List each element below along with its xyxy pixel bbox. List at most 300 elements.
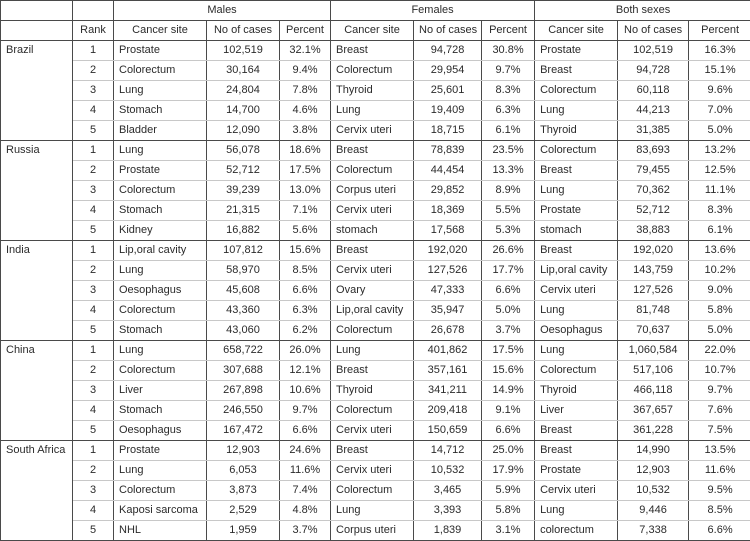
females-cases-cell: 10,532 bbox=[414, 461, 482, 481]
males-site-cell: Colorectum bbox=[114, 301, 207, 321]
country-cell: Brazil bbox=[1, 41, 73, 61]
females-site-cell: Thyroid bbox=[331, 381, 414, 401]
males-percent-cell: 6.6% bbox=[280, 281, 331, 301]
males-cases-cell: 30,164 bbox=[207, 61, 280, 81]
country-cell bbox=[1, 221, 73, 241]
males-percent-cell: 3.7% bbox=[280, 521, 331, 541]
both-cases-cell: 60,118 bbox=[618, 81, 689, 101]
rank-cell: 2 bbox=[73, 261, 114, 281]
both-cases-cell: 31,385 bbox=[618, 121, 689, 141]
country-cell bbox=[1, 101, 73, 121]
females-percent-cell: 6.1% bbox=[482, 121, 535, 141]
both-percent-cell: 7.5% bbox=[689, 421, 750, 441]
males-percent-cell: 26.0% bbox=[280, 341, 331, 361]
females-percent-cell: 15.6% bbox=[482, 361, 535, 381]
females-percent-cell: 9.1% bbox=[482, 401, 535, 421]
table-row bbox=[1, 301, 750, 321]
males-site-cell: Stomach bbox=[114, 321, 207, 341]
females-site-cell: stomach bbox=[331, 221, 414, 241]
rank-cell: 2 bbox=[73, 361, 114, 381]
header-females-site: Cancer site bbox=[331, 21, 414, 41]
males-site-cell: Lung bbox=[114, 141, 207, 161]
males-percent-cell: 7.1% bbox=[280, 201, 331, 221]
females-percent-cell: 5.8% bbox=[482, 501, 535, 521]
females-cases-cell: 357,161 bbox=[414, 361, 482, 381]
both-percent-cell: 8.3% bbox=[689, 201, 750, 221]
both-site-cell: Lung bbox=[535, 181, 618, 201]
females-site-cell: Lung bbox=[331, 341, 414, 361]
both-cases-cell: 12,903 bbox=[618, 461, 689, 481]
males-site-cell: Kaposi sarcoma bbox=[114, 501, 207, 521]
females-percent-cell: 9.7% bbox=[482, 61, 535, 81]
females-percent-cell: 5.3% bbox=[482, 221, 535, 241]
both-cases-cell: 361,228 bbox=[618, 421, 689, 441]
males-cases-cell: 24,804 bbox=[207, 81, 280, 101]
rank-cell: 5 bbox=[73, 321, 114, 341]
females-site-cell: Colorectum bbox=[331, 61, 414, 81]
country-cell bbox=[1, 61, 73, 81]
both-cases-cell: 466,118 bbox=[618, 381, 689, 401]
both-cases-cell: 70,362 bbox=[618, 181, 689, 201]
males-site-cell: Lung bbox=[114, 81, 207, 101]
rank-cell: 4 bbox=[73, 101, 114, 121]
females-site-cell: Lip,oral cavity bbox=[331, 301, 414, 321]
females-site-cell: Cervix uteri bbox=[331, 121, 414, 141]
both-cases-cell: 81,748 bbox=[618, 301, 689, 321]
both-site-cell: Breast bbox=[535, 61, 618, 81]
country-cell bbox=[1, 501, 73, 521]
both-site-cell: colorectum bbox=[535, 521, 618, 541]
females-cases-cell: 150,659 bbox=[414, 421, 482, 441]
females-site-cell: Corpus uteri bbox=[331, 181, 414, 201]
males-cases-cell: 16,882 bbox=[207, 221, 280, 241]
both-cases-cell: 367,657 bbox=[618, 401, 689, 421]
males-percent-cell: 17.5% bbox=[280, 161, 331, 181]
females-cases-cell: 26,678 bbox=[414, 321, 482, 341]
females-site-cell: Ovary bbox=[331, 281, 414, 301]
header-empty-country bbox=[1, 1, 73, 21]
both-percent-cell: 12.5% bbox=[689, 161, 750, 181]
country-cell bbox=[1, 121, 73, 141]
females-percent-cell: 25.0% bbox=[482, 441, 535, 461]
header-both-percent: Percent bbox=[689, 21, 750, 41]
males-site-cell: Lung bbox=[114, 261, 207, 281]
males-site-cell: Stomach bbox=[114, 401, 207, 421]
males-cases-cell: 52,712 bbox=[207, 161, 280, 181]
males-site-cell: Colorectum bbox=[114, 481, 207, 501]
males-site-cell: NHL bbox=[114, 521, 207, 541]
rank-cell: 3 bbox=[73, 81, 114, 101]
country-cell bbox=[1, 401, 73, 421]
males-cases-cell: 107,812 bbox=[207, 241, 280, 261]
country-cell bbox=[1, 381, 73, 401]
both-site-cell: Thyroid bbox=[535, 121, 618, 141]
both-percent-cell: 5.8% bbox=[689, 301, 750, 321]
females-site-cell: Colorectum bbox=[331, 401, 414, 421]
females-percent-cell: 5.9% bbox=[482, 481, 535, 501]
females-percent-cell: 17.9% bbox=[482, 461, 535, 481]
rank-cell: 4 bbox=[73, 401, 114, 421]
table-row bbox=[1, 221, 750, 241]
males-cases-cell: 1,959 bbox=[207, 521, 280, 541]
header-females-percent: Percent bbox=[482, 21, 535, 41]
both-cases-cell: 14,990 bbox=[618, 441, 689, 461]
table-row bbox=[1, 261, 750, 281]
header-rank: Rank bbox=[73, 21, 114, 41]
males-percent-cell: 9.7% bbox=[280, 401, 331, 421]
females-site-cell: Cervix uteri bbox=[331, 461, 414, 481]
country-cell bbox=[1, 281, 73, 301]
both-site-cell: Lung bbox=[535, 501, 618, 521]
table-row bbox=[1, 41, 750, 61]
country-cell: Russia bbox=[1, 141, 73, 161]
males-percent-cell: 32.1% bbox=[280, 41, 331, 61]
males-percent-cell: 13.0% bbox=[280, 181, 331, 201]
females-cases-cell: 209,418 bbox=[414, 401, 482, 421]
both-percent-cell: 22.0% bbox=[689, 341, 750, 361]
females-percent-cell: 23.5% bbox=[482, 141, 535, 161]
males-percent-cell: 4.6% bbox=[280, 101, 331, 121]
both-percent-cell: 7.0% bbox=[689, 101, 750, 121]
males-percent-cell: 6.2% bbox=[280, 321, 331, 341]
males-site-cell: Oesophagus bbox=[114, 421, 207, 441]
females-percent-cell: 3.1% bbox=[482, 521, 535, 541]
females-cases-cell: 127,526 bbox=[414, 261, 482, 281]
table-row bbox=[1, 281, 750, 301]
females-percent-cell: 13.3% bbox=[482, 161, 535, 181]
females-cases-cell: 35,947 bbox=[414, 301, 482, 321]
females-site-cell: Cervix uteri bbox=[331, 421, 414, 441]
males-site-cell: Lip,oral cavity bbox=[114, 241, 207, 261]
females-percent-cell: 6.6% bbox=[482, 421, 535, 441]
both-percent-cell: 16.3% bbox=[689, 41, 750, 61]
both-site-cell: stomach bbox=[535, 221, 618, 241]
header-group-females: Females bbox=[331, 1, 535, 21]
males-cases-cell: 45,608 bbox=[207, 281, 280, 301]
both-percent-cell: 13.5% bbox=[689, 441, 750, 461]
table-row bbox=[1, 101, 750, 121]
table-row bbox=[1, 361, 750, 381]
males-cases-cell: 307,688 bbox=[207, 361, 280, 381]
table-row bbox=[1, 241, 750, 261]
table-row bbox=[1, 201, 750, 221]
males-percent-cell: 8.5% bbox=[280, 261, 331, 281]
country-cell bbox=[1, 321, 73, 341]
table-row bbox=[1, 81, 750, 101]
both-cases-cell: 127,526 bbox=[618, 281, 689, 301]
males-site-cell: Stomach bbox=[114, 101, 207, 121]
country-cell bbox=[1, 261, 73, 281]
females-percent-cell: 14.9% bbox=[482, 381, 535, 401]
females-cases-cell: 17,568 bbox=[414, 221, 482, 241]
females-site-cell: Breast bbox=[331, 41, 414, 61]
header-males-site: Cancer site bbox=[114, 21, 207, 41]
females-percent-cell: 26.6% bbox=[482, 241, 535, 261]
rank-cell: 2 bbox=[73, 61, 114, 81]
rank-cell: 5 bbox=[73, 421, 114, 441]
rank-cell: 1 bbox=[73, 441, 114, 461]
both-cases-cell: 10,532 bbox=[618, 481, 689, 501]
both-cases-cell: 102,519 bbox=[618, 41, 689, 61]
females-cases-cell: 94,728 bbox=[414, 41, 482, 61]
males-percent-cell: 18.6% bbox=[280, 141, 331, 161]
females-cases-cell: 401,862 bbox=[414, 341, 482, 361]
both-site-cell: Lung bbox=[535, 301, 618, 321]
females-percent-cell: 6.3% bbox=[482, 101, 535, 121]
females-percent-cell: 8.3% bbox=[482, 81, 535, 101]
males-cases-cell: 56,078 bbox=[207, 141, 280, 161]
table-row bbox=[1, 161, 750, 181]
country-cell bbox=[1, 521, 73, 541]
females-percent-cell: 17.5% bbox=[482, 341, 535, 361]
both-site-cell: Breast bbox=[535, 161, 618, 181]
males-percent-cell: 5.6% bbox=[280, 221, 331, 241]
both-cases-cell: 44,213 bbox=[618, 101, 689, 121]
both-percent-cell: 8.5% bbox=[689, 501, 750, 521]
rank-cell: 3 bbox=[73, 181, 114, 201]
males-cases-cell: 12,090 bbox=[207, 121, 280, 141]
males-percent-cell: 4.8% bbox=[280, 501, 331, 521]
header-column-row bbox=[1, 21, 750, 41]
both-cases-cell: 192,020 bbox=[618, 241, 689, 261]
header-both-site: Cancer site bbox=[535, 21, 618, 41]
rank-cell: 3 bbox=[73, 381, 114, 401]
males-site-cell: Lung bbox=[114, 461, 207, 481]
header-group-row bbox=[1, 1, 750, 21]
females-cases-cell: 1,839 bbox=[414, 521, 482, 541]
both-percent-cell: 9.7% bbox=[689, 381, 750, 401]
females-site-cell: Colorectum bbox=[331, 481, 414, 501]
females-cases-cell: 19,409 bbox=[414, 101, 482, 121]
males-site-cell: Colorectum bbox=[114, 61, 207, 81]
both-percent-cell: 7.6% bbox=[689, 401, 750, 421]
rank-cell: 2 bbox=[73, 161, 114, 181]
both-site-cell: Cervix uteri bbox=[535, 281, 618, 301]
males-percent-cell: 6.3% bbox=[280, 301, 331, 321]
table-row bbox=[1, 181, 750, 201]
females-cases-cell: 192,020 bbox=[414, 241, 482, 261]
males-site-cell: Liver bbox=[114, 381, 207, 401]
females-site-cell: Thyroid bbox=[331, 81, 414, 101]
rank-cell: 4 bbox=[73, 301, 114, 321]
both-site-cell: Colorectum bbox=[535, 361, 618, 381]
males-cases-cell: 267,898 bbox=[207, 381, 280, 401]
females-cases-cell: 29,852 bbox=[414, 181, 482, 201]
males-site-cell: Colorectum bbox=[114, 181, 207, 201]
rank-cell: 1 bbox=[73, 141, 114, 161]
rank-cell: 1 bbox=[73, 341, 114, 361]
males-site-cell: Prostate bbox=[114, 441, 207, 461]
males-percent-cell: 10.6% bbox=[280, 381, 331, 401]
males-site-cell: Lung bbox=[114, 341, 207, 361]
both-percent-cell: 13.6% bbox=[689, 241, 750, 261]
both-site-cell: Breast bbox=[535, 421, 618, 441]
table-row bbox=[1, 381, 750, 401]
females-percent-cell: 5.0% bbox=[482, 301, 535, 321]
females-cases-cell: 341,211 bbox=[414, 381, 482, 401]
both-percent-cell: 6.1% bbox=[689, 221, 750, 241]
header-group-both-sexes: Both sexes bbox=[535, 1, 750, 21]
both-percent-cell: 13.2% bbox=[689, 141, 750, 161]
both-site-cell: Prostate bbox=[535, 201, 618, 221]
table-row bbox=[1, 521, 750, 541]
country-cell: China bbox=[1, 341, 73, 361]
females-cases-cell: 47,333 bbox=[414, 281, 482, 301]
both-percent-cell: 5.0% bbox=[689, 121, 750, 141]
males-cases-cell: 43,360 bbox=[207, 301, 280, 321]
females-cases-cell: 18,369 bbox=[414, 201, 482, 221]
both-site-cell: Thyroid bbox=[535, 381, 618, 401]
males-cases-cell: 21,315 bbox=[207, 201, 280, 221]
rank-cell: 5 bbox=[73, 121, 114, 141]
both-percent-cell: 15.1% bbox=[689, 61, 750, 81]
country-cell bbox=[1, 161, 73, 181]
table-header bbox=[1, 1, 750, 41]
males-cases-cell: 12,903 bbox=[207, 441, 280, 461]
both-percent-cell: 10.2% bbox=[689, 261, 750, 281]
both-cases-cell: 38,883 bbox=[618, 221, 689, 241]
females-cases-cell: 3,393 bbox=[414, 501, 482, 521]
females-percent-cell: 30.8% bbox=[482, 41, 535, 61]
both-site-cell: Lung bbox=[535, 341, 618, 361]
both-percent-cell: 9.0% bbox=[689, 281, 750, 301]
males-site-cell: Stomach bbox=[114, 201, 207, 221]
both-cases-cell: 143,759 bbox=[618, 261, 689, 281]
males-cases-cell: 2,529 bbox=[207, 501, 280, 521]
males-site-cell: Prostate bbox=[114, 41, 207, 61]
males-cases-cell: 14,700 bbox=[207, 101, 280, 121]
both-site-cell: Breast bbox=[535, 241, 618, 261]
males-cases-cell: 43,060 bbox=[207, 321, 280, 341]
females-site-cell: Lung bbox=[331, 501, 414, 521]
females-cases-cell: 25,601 bbox=[414, 81, 482, 101]
males-cases-cell: 6,053 bbox=[207, 461, 280, 481]
country-cell bbox=[1, 201, 73, 221]
males-cases-cell: 39,239 bbox=[207, 181, 280, 201]
females-cases-cell: 3,465 bbox=[414, 481, 482, 501]
females-site-cell: Corpus uteri bbox=[331, 521, 414, 541]
both-cases-cell: 83,693 bbox=[618, 141, 689, 161]
both-site-cell: Oesophagus bbox=[535, 321, 618, 341]
females-cases-cell: 78,839 bbox=[414, 141, 482, 161]
males-percent-cell: 7.8% bbox=[280, 81, 331, 101]
both-percent-cell: 6.6% bbox=[689, 521, 750, 541]
males-cases-cell: 246,550 bbox=[207, 401, 280, 421]
both-cases-cell: 52,712 bbox=[618, 201, 689, 221]
both-cases-cell: 1,060,584 bbox=[618, 341, 689, 361]
males-percent-cell: 15.6% bbox=[280, 241, 331, 261]
females-percent-cell: 3.7% bbox=[482, 321, 535, 341]
males-percent-cell: 3.8% bbox=[280, 121, 331, 141]
country-cell bbox=[1, 81, 73, 101]
table-body bbox=[1, 41, 750, 541]
females-percent-cell: 8.9% bbox=[482, 181, 535, 201]
males-site-cell: Bladder bbox=[114, 121, 207, 141]
both-cases-cell: 517,106 bbox=[618, 361, 689, 381]
rank-cell: 2 bbox=[73, 461, 114, 481]
males-percent-cell: 9.4% bbox=[280, 61, 331, 81]
header-empty-rank bbox=[73, 1, 114, 21]
females-site-cell: Colorectum bbox=[331, 161, 414, 181]
both-cases-cell: 79,455 bbox=[618, 161, 689, 181]
header-females-cases: No of cases bbox=[414, 21, 482, 41]
both-cases-cell: 70,637 bbox=[618, 321, 689, 341]
males-cases-cell: 167,472 bbox=[207, 421, 280, 441]
country-cell bbox=[1, 481, 73, 501]
header-males-cases: No of cases bbox=[207, 21, 280, 41]
country-cell bbox=[1, 301, 73, 321]
table-row bbox=[1, 321, 750, 341]
males-site-cell: Kidney bbox=[114, 221, 207, 241]
both-percent-cell: 10.7% bbox=[689, 361, 750, 381]
country-cell bbox=[1, 421, 73, 441]
males-percent-cell: 7.4% bbox=[280, 481, 331, 501]
both-site-cell: Lip,oral cavity bbox=[535, 261, 618, 281]
rank-cell: 5 bbox=[73, 221, 114, 241]
table-row bbox=[1, 61, 750, 81]
both-cases-cell: 7,338 bbox=[618, 521, 689, 541]
table-row bbox=[1, 401, 750, 421]
males-cases-cell: 58,970 bbox=[207, 261, 280, 281]
table-row bbox=[1, 461, 750, 481]
rank-cell: 3 bbox=[73, 281, 114, 301]
table-row bbox=[1, 121, 750, 141]
country-cell: South Africa bbox=[1, 441, 73, 461]
rank-cell: 5 bbox=[73, 521, 114, 541]
header-empty bbox=[1, 21, 73, 41]
table-row bbox=[1, 441, 750, 461]
males-cases-cell: 102,519 bbox=[207, 41, 280, 61]
header-group-males: Males bbox=[114, 1, 331, 21]
country-cell bbox=[1, 361, 73, 381]
table-row bbox=[1, 421, 750, 441]
males-percent-cell: 12.1% bbox=[280, 361, 331, 381]
females-percent-cell: 17.7% bbox=[482, 261, 535, 281]
rank-cell: 4 bbox=[73, 201, 114, 221]
rank-cell: 1 bbox=[73, 241, 114, 261]
males-percent-cell: 6.6% bbox=[280, 421, 331, 441]
country-cell bbox=[1, 461, 73, 481]
both-site-cell: Prostate bbox=[535, 41, 618, 61]
country-cell: India bbox=[1, 241, 73, 261]
females-site-cell: Breast bbox=[331, 241, 414, 261]
both-cases-cell: 94,728 bbox=[618, 61, 689, 81]
table-row bbox=[1, 141, 750, 161]
table-row bbox=[1, 481, 750, 501]
both-site-cell: Colorectum bbox=[535, 141, 618, 161]
males-percent-cell: 11.6% bbox=[280, 461, 331, 481]
females-site-cell: Breast bbox=[331, 361, 414, 381]
rank-cell: 1 bbox=[73, 41, 114, 61]
both-cases-cell: 9,446 bbox=[618, 501, 689, 521]
header-males-percent: Percent bbox=[280, 21, 331, 41]
females-site-cell: Breast bbox=[331, 141, 414, 161]
females-site-cell: Colorectum bbox=[331, 321, 414, 341]
both-site-cell: Prostate bbox=[535, 461, 618, 481]
females-cases-cell: 18,715 bbox=[414, 121, 482, 141]
both-site-cell: Colorectum bbox=[535, 81, 618, 101]
both-site-cell: Cervix uteri bbox=[535, 481, 618, 501]
females-percent-cell: 6.6% bbox=[482, 281, 535, 301]
males-site-cell: Prostate bbox=[114, 161, 207, 181]
males-site-cell: Colorectum bbox=[114, 361, 207, 381]
males-site-cell: Oesophagus bbox=[114, 281, 207, 301]
females-site-cell: Cervix uteri bbox=[331, 261, 414, 281]
both-site-cell: Liver bbox=[535, 401, 618, 421]
both-site-cell: Lung bbox=[535, 101, 618, 121]
females-cases-cell: 29,954 bbox=[414, 61, 482, 81]
table-row bbox=[1, 341, 750, 361]
